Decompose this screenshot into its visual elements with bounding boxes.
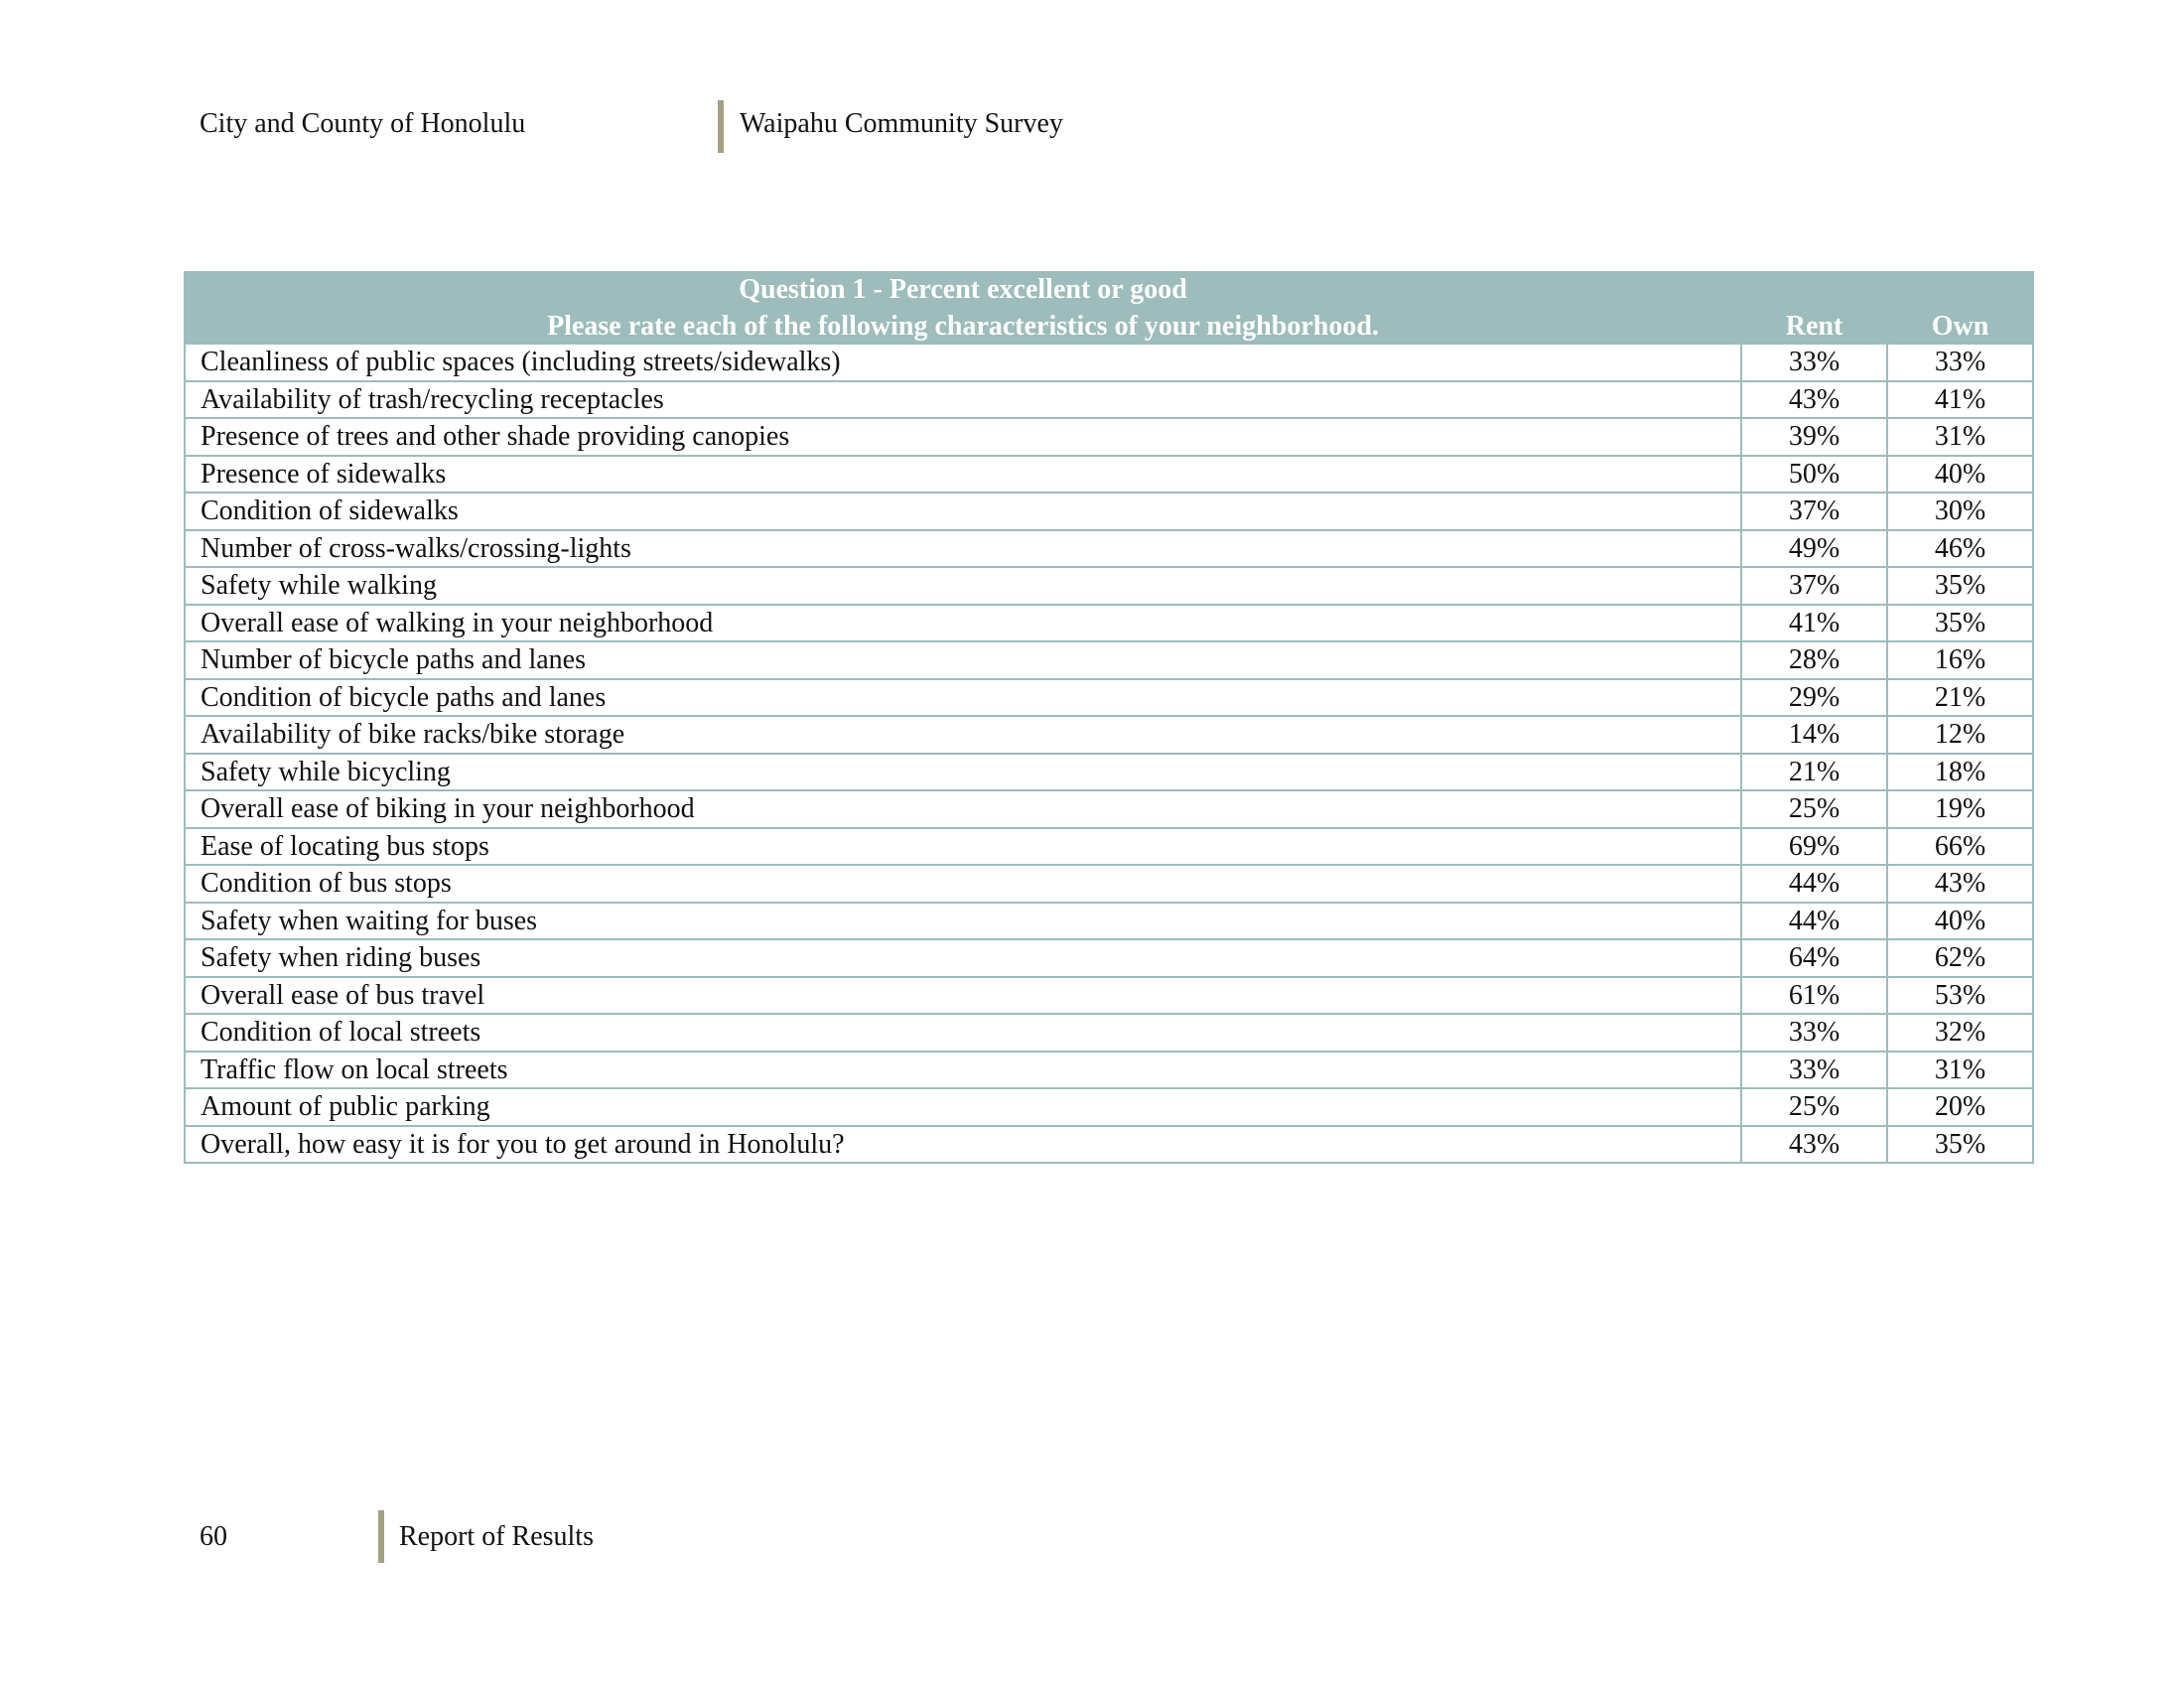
results-table-head [185,271,2033,345]
own-value: 46% [1887,530,2033,568]
row-label: Availability of trash/recycling receptacles [185,381,1741,419]
footer-divider-bar [378,1510,384,1563]
own-value: 41% [1887,381,2033,419]
results-table-body [185,345,2033,1163]
row-label: Safety while walking [185,567,1741,605]
rent-value: 39% [1741,418,1887,456]
table-row [185,418,2033,456]
own-value: 40% [1887,456,2033,493]
question-title [185,271,1741,345]
rent-value: 21% [1741,754,1887,791]
own-value: 30% [1887,492,2033,530]
column-header-own: Own [1887,271,2033,345]
rent-value: 61% [1741,977,1887,1015]
row-label: Condition of bus stops [185,865,1741,903]
row-label: Traffic flow on local streets [185,1052,1741,1089]
row-label: Number of cross-walks/crossing-lights [185,530,1741,568]
own-value: 66% [1887,828,2033,866]
rent-value: 41% [1741,605,1887,642]
table-row [185,456,2033,493]
row-label: Overall ease of biking in your neighborhood [185,790,1741,828]
table-row [185,567,2033,605]
own-value: 35% [1887,1126,2033,1164]
own-value: 21% [1887,679,2033,717]
rent-value: 33% [1741,345,1887,381]
own-value: 35% [1887,567,2033,605]
own-value: 32% [1887,1014,2033,1052]
own-value: 31% [1887,1052,2033,1089]
rent-value: 14% [1741,716,1887,754]
own-value: 16% [1887,641,2033,679]
table-row [185,492,2033,530]
row-label: Availability of bike racks/bike storage [185,716,1741,754]
rent-value: 49% [1741,530,1887,568]
row-label: Overall ease of bus travel [185,977,1741,1015]
row-label: Condition of local streets [185,1014,1741,1052]
row-label: Presence of trees and other shade providing canopies [185,418,1741,456]
table-row [185,345,2033,381]
table-row [185,790,2033,828]
rent-value: 37% [1741,492,1887,530]
rent-value: 37% [1741,567,1887,605]
table-row [185,641,2033,679]
row-label: Number of bicycle paths and lanes [185,641,1741,679]
row-label: Safety when waiting for buses [185,903,1741,940]
column-header-rent: Rent [1741,271,1887,345]
table-row [185,828,2033,866]
own-value: 43% [1887,865,2033,903]
table-row [185,1126,2033,1164]
rent-value: 33% [1741,1014,1887,1052]
own-value: 62% [1887,939,2033,977]
row-label: Safety while bicycling [185,754,1741,791]
header-divider-bar [718,100,724,153]
own-value: 19% [1887,790,2033,828]
table-header-row [185,271,2033,345]
row-label: Condition of sidewalks [185,492,1741,530]
table-row [185,530,2033,568]
table-row [185,605,2033,642]
row-label: Safety when riding buses [185,939,1741,977]
own-value: 35% [1887,605,2033,642]
row-label: Cleanliness of public spaces (including streets/sidewalks) [185,345,1741,381]
table-row [185,716,2033,754]
header-report-title: Waipahu Community Survey [740,108,1063,139]
rent-value: 44% [1741,865,1887,903]
own-value: 53% [1887,977,2033,1015]
table-row [185,1052,2033,1089]
row-label: Overall ease of walking in your neighborhood [185,605,1741,642]
table-row [185,903,2033,940]
row-label: Overall, how easy it is for you to get around in Honolulu? [185,1126,1741,1164]
header-org-name: City and County of Honolulu [200,108,526,139]
table-row [185,679,2033,717]
row-label: Presence of sidewalks [185,456,1741,493]
footer-label: Report of Results [399,1521,594,1552]
rent-value: 69% [1741,828,1887,866]
table-row [185,1088,2033,1126]
rent-value: 33% [1741,1052,1887,1089]
table-row [185,1014,2033,1052]
rent-value: 43% [1741,1126,1887,1164]
rent-value: 44% [1741,903,1887,940]
own-value: 20% [1887,1088,2033,1126]
rent-value: 43% [1741,381,1887,419]
own-value: 40% [1887,903,2033,940]
table-row [185,939,2033,977]
own-value: 12% [1887,716,2033,754]
own-value: 31% [1887,418,2033,456]
table-row [185,865,2033,903]
rent-value: 25% [1741,790,1887,828]
row-label: Condition of bicycle paths and lanes [185,679,1741,717]
own-value: 18% [1887,754,2033,791]
rent-value: 64% [1741,939,1887,977]
row-label: Amount of public parking [185,1088,1741,1126]
results-table [184,271,2034,1164]
own-value: 33% [1887,345,2033,381]
rent-value: 25% [1741,1088,1887,1126]
table-row [185,977,2033,1015]
rent-value: 29% [1741,679,1887,717]
table-row [185,381,2033,419]
question-title-line2: Please rate each of the following characteristics of your neighborhood. [547,311,1379,342]
footer-page-number: 60 [200,1521,227,1552]
question-title-line1: Question 1 - Percent excellent or good [739,274,1187,305]
rent-value: 50% [1741,456,1887,493]
rent-value: 28% [1741,641,1887,679]
table-row [185,754,2033,791]
row-label: Ease of locating bus stops [185,828,1741,866]
